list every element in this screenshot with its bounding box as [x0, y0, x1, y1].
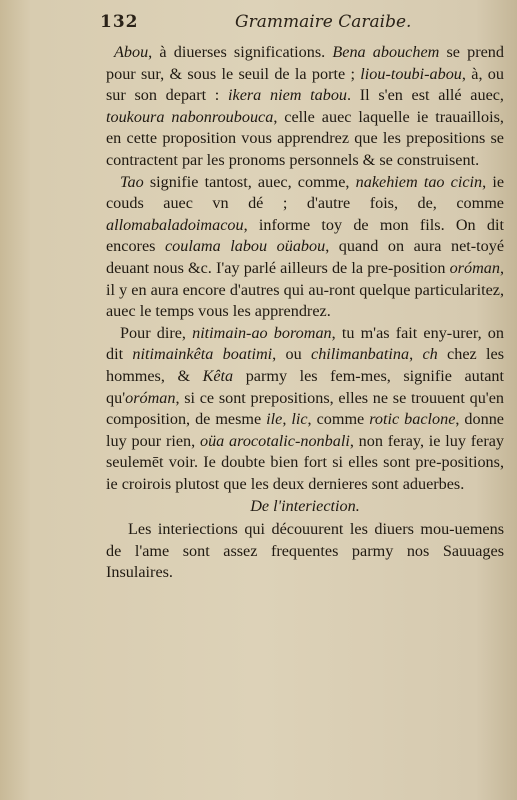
- running-title: Grammaire Caraibe.: [235, 12, 412, 32]
- page-number: 132: [100, 12, 139, 32]
- italic-term: toukoura nabonroubouca: [106, 107, 274, 126]
- italic-term: oróman: [449, 258, 500, 277]
- italic-term: Bena abouchem: [332, 43, 440, 61]
- italic-term: Tao: [120, 172, 144, 191]
- italic-term: allomabaladoimacou: [106, 215, 244, 234]
- paragraph-interiections: Les interiections qui découurent les diuers mou-uemens de l'ame sont assez frequentes parmy nos Sauuages Insulaires.: [106, 520, 504, 582]
- italic-term: ch: [422, 345, 438, 364]
- italic-term: rotic baclone: [369, 410, 456, 429]
- italic-term: nakehiem tao cicin: [355, 172, 483, 191]
- italic-term: coulama labou oüabou: [164, 237, 326, 256]
- italic-term: nitimainkêta boatimi: [132, 345, 273, 364]
- paragraph-pour-dire: Pour dire, nitimain-ao boroman, tu m'as fait eny-urer, on dit nitimainkêta boatimi, ou chilimanbatina, ch chez les hommes, & Kêta parmy les fem-mes, signifie autant qu'oróman, si ce sont prepositions, elles ne se trouuent qu'en composition, de mesme ile, lic, comme rotic baclone, donne luy pour rien, oüa arocotalic-nonbali, non feray, ie luy feray seulemēt voir. Ie doubte bien fort si elles sont pre-positions, ie croirois plutost que les deux dernieres sont aduerbes.: [106, 323, 505, 493]
- paragraph-abou: Abou, à diuerses significations. Bena abouchem se prend pour sur, & sous le seuil de la porte ; liou-toubi-abou, à, ou sur son depart : ikera niem tabou. Il s'en est allé auec, toukoura nabonroubouca, celle auec laquelle ie trauaillois, en cette proposition vous apprendrez que les prepositions se contractent par les pronoms personnels & se construisent.: [106, 43, 504, 169]
- italic-term: oüa arocotalic-nonbali: [199, 431, 350, 450]
- page-header: [100, 12, 500, 38]
- italic-term: Abou: [114, 43, 149, 61]
- italic-term: nitimain-ao boroman: [192, 323, 332, 342]
- body-text: [106, 42, 504, 584]
- italic-term: ile, lic: [266, 410, 308, 429]
- italic-term: oróman: [125, 388, 176, 407]
- italic-term: ikera niem tabou: [228, 86, 348, 105]
- italic-term: Kêta: [202, 366, 234, 385]
- paragraph-tao: Tao signifie tantost, auec, comme, nakehiem tao cicin, ie couds auec vn dé ; d'autre fois, de, comme allomabaladoimacou, informe toy de mon fils. On dit encores coulama labou oüabou, quand on aura net-toyé deuant nous &c. I'ay parlé ailleurs de la pre-position oróman, il y en aura encore d'autres qui au-ront quelque particularitez, auec le temps vous les apprendrez.: [106, 172, 505, 321]
- italic-term: chilimanbatina: [311, 345, 410, 364]
- italic-term: liou-toubi-abou: [360, 64, 462, 83]
- section-heading: De l'interiection.: [250, 497, 360, 516]
